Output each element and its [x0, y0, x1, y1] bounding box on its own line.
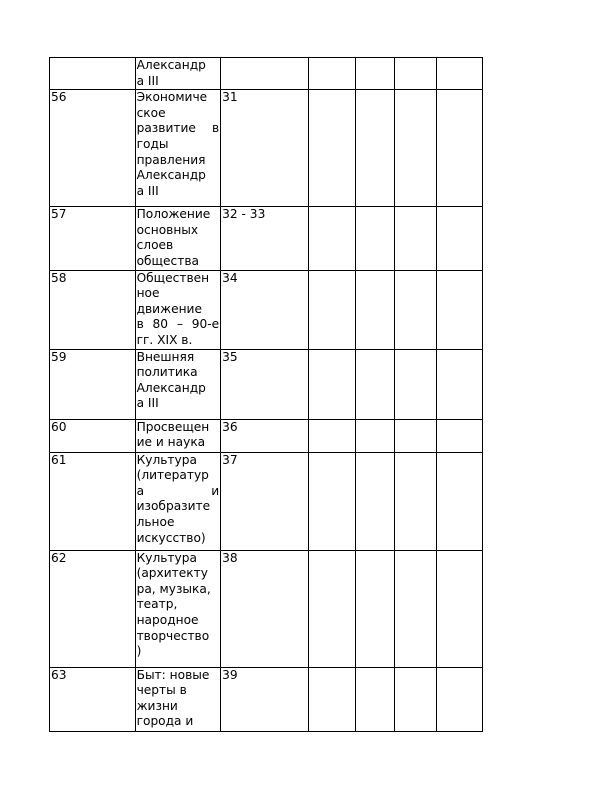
empty-cell-4: [436, 550, 482, 667]
empty-cell-2: [356, 419, 395, 452]
empty-cell-4: [436, 419, 482, 452]
lesson-topic-cell: [135, 452, 221, 550]
empty-cell-2: [356, 349, 395, 419]
topic-line: Положение: [136, 207, 211, 222]
lesson-topic-cell: [135, 270, 221, 349]
empty-cell-3: [395, 90, 436, 207]
topic-line: годы: [136, 136, 169, 151]
topic-line: а и: [136, 483, 220, 498]
paragraph-cell: 34: [221, 270, 309, 349]
topic-line: Культура: [136, 452, 197, 467]
topic-line: Александр: [136, 168, 206, 183]
empty-cell-1: [308, 58, 355, 90]
empty-cell-4: [436, 207, 482, 270]
topic-line: гг. XIX в.: [136, 332, 193, 347]
topic-line: Внешняя: [136, 349, 195, 364]
topic-line: творчество: [136, 628, 210, 643]
empty-cell-2: [356, 90, 395, 207]
topic-line: правления: [136, 152, 206, 167]
paragraph-cell: 32 - 33: [221, 207, 309, 270]
empty-cell-3: [395, 349, 436, 419]
topic-line: черты в: [136, 683, 187, 698]
topic-line: Культура: [136, 550, 197, 565]
empty-cell-2: [356, 207, 395, 270]
topic-line: основных: [136, 222, 199, 237]
topic-line: Быт: новые: [136, 667, 210, 682]
topic-line: ра, музыка,: [136, 581, 211, 596]
topic-line: льное: [136, 514, 175, 529]
lesson-number-cell: 63: [50, 667, 136, 731]
empty-cell-4: [436, 349, 482, 419]
topic-line: изобразите: [136, 499, 211, 514]
empty-cell-1: [308, 419, 355, 452]
lesson-plan-table: [49, 57, 483, 732]
topic-line: (литератур: [136, 468, 209, 483]
table-row: [50, 207, 483, 270]
topic-line: (архитекту: [136, 566, 208, 581]
table-row: [50, 58, 483, 90]
lesson-number-cell: 57: [50, 207, 136, 270]
empty-cell-4: [436, 90, 482, 207]
table-row: [50, 550, 483, 667]
empty-cell-3: [395, 207, 436, 270]
topic-line: движение: [136, 301, 202, 316]
topic-line: ие и наука: [136, 435, 206, 450]
topic-line: а III: [136, 183, 159, 198]
lesson-topic-cell: [135, 90, 221, 207]
lesson-number-cell: 56: [50, 90, 136, 207]
topic-line: общества: [136, 253, 199, 268]
paragraph-cell: 31: [221, 90, 309, 207]
empty-cell-2: [356, 550, 395, 667]
lesson-number-cell: 62: [50, 550, 136, 667]
table-row: [50, 419, 483, 452]
topic-line: политика: [136, 365, 198, 380]
paragraph-cell: 38: [221, 550, 309, 667]
topic-line: развитие в: [136, 121, 220, 136]
empty-cell-3: [395, 452, 436, 550]
topic-line: ское: [136, 105, 166, 120]
empty-cell-1: [308, 667, 355, 731]
empty-cell-1: [308, 349, 355, 419]
topic-line: Александр: [136, 380, 206, 395]
lesson-topic-cell: [135, 207, 221, 270]
empty-cell-1: [308, 452, 355, 550]
empty-cell-4: [436, 452, 482, 550]
lesson-topic-cell: [135, 419, 221, 452]
empty-cell-3: [395, 667, 436, 731]
empty-cell-3: [395, 550, 436, 667]
paragraph-cell: 35: [221, 349, 309, 419]
empty-cell-4: [436, 58, 482, 90]
table-row: [50, 270, 483, 349]
paragraph-cell: 37: [221, 452, 309, 550]
topic-line: Обществен: [136, 270, 210, 285]
topic-line: в 80 – 90-е: [136, 317, 220, 332]
lesson-topic-cell: [135, 550, 221, 667]
table-row: [50, 349, 483, 419]
empty-cell-3: [395, 58, 436, 90]
empty-cell-1: [308, 90, 355, 207]
lesson-number-cell: 60: [50, 419, 136, 452]
lesson-number-cell: 59: [50, 349, 136, 419]
lesson-number-cell: [50, 58, 136, 90]
topic-line: ное: [136, 286, 160, 301]
lesson-number-cell: 61: [50, 452, 136, 550]
empty-cell-3: [395, 419, 436, 452]
topic-line: Александр: [136, 58, 206, 72]
empty-cell-4: [436, 270, 482, 349]
empty-cell-4: [436, 667, 482, 731]
topic-line: жизни: [136, 698, 178, 713]
lesson-topic-cell: [135, 349, 221, 419]
lesson-topic-cell: [135, 667, 221, 731]
empty-cell-2: [356, 58, 395, 90]
empty-cell-1: [308, 207, 355, 270]
paragraph-cell: [221, 58, 309, 90]
empty-cell-3: [395, 270, 436, 349]
empty-cell-2: [356, 667, 395, 731]
topic-line: искусство): [136, 530, 206, 545]
empty-cell-2: [356, 270, 395, 349]
topic-line: а III: [136, 396, 159, 411]
empty-cell-2: [356, 452, 395, 550]
topic-line: Просвещен: [136, 419, 210, 434]
topic-line: города и: [136, 714, 194, 729]
topic-line: ): [136, 644, 142, 659]
topic-line: театр,: [136, 597, 178, 612]
topic-line: Экономиче: [136, 90, 208, 105]
table-body: [50, 58, 483, 732]
lesson-topic-cell: [135, 58, 221, 90]
paragraph-cell: 36: [221, 419, 309, 452]
table-row: [50, 452, 483, 550]
lesson-number-cell: 58: [50, 270, 136, 349]
empty-cell-1: [308, 270, 355, 349]
empty-cell-1: [308, 550, 355, 667]
topic-line: слоев: [136, 238, 174, 253]
table-row: [50, 667, 483, 731]
paragraph-cell: 39: [221, 667, 309, 731]
topic-line: народное: [136, 612, 199, 627]
topic-line: а III: [136, 73, 159, 88]
table-row: [50, 90, 483, 207]
